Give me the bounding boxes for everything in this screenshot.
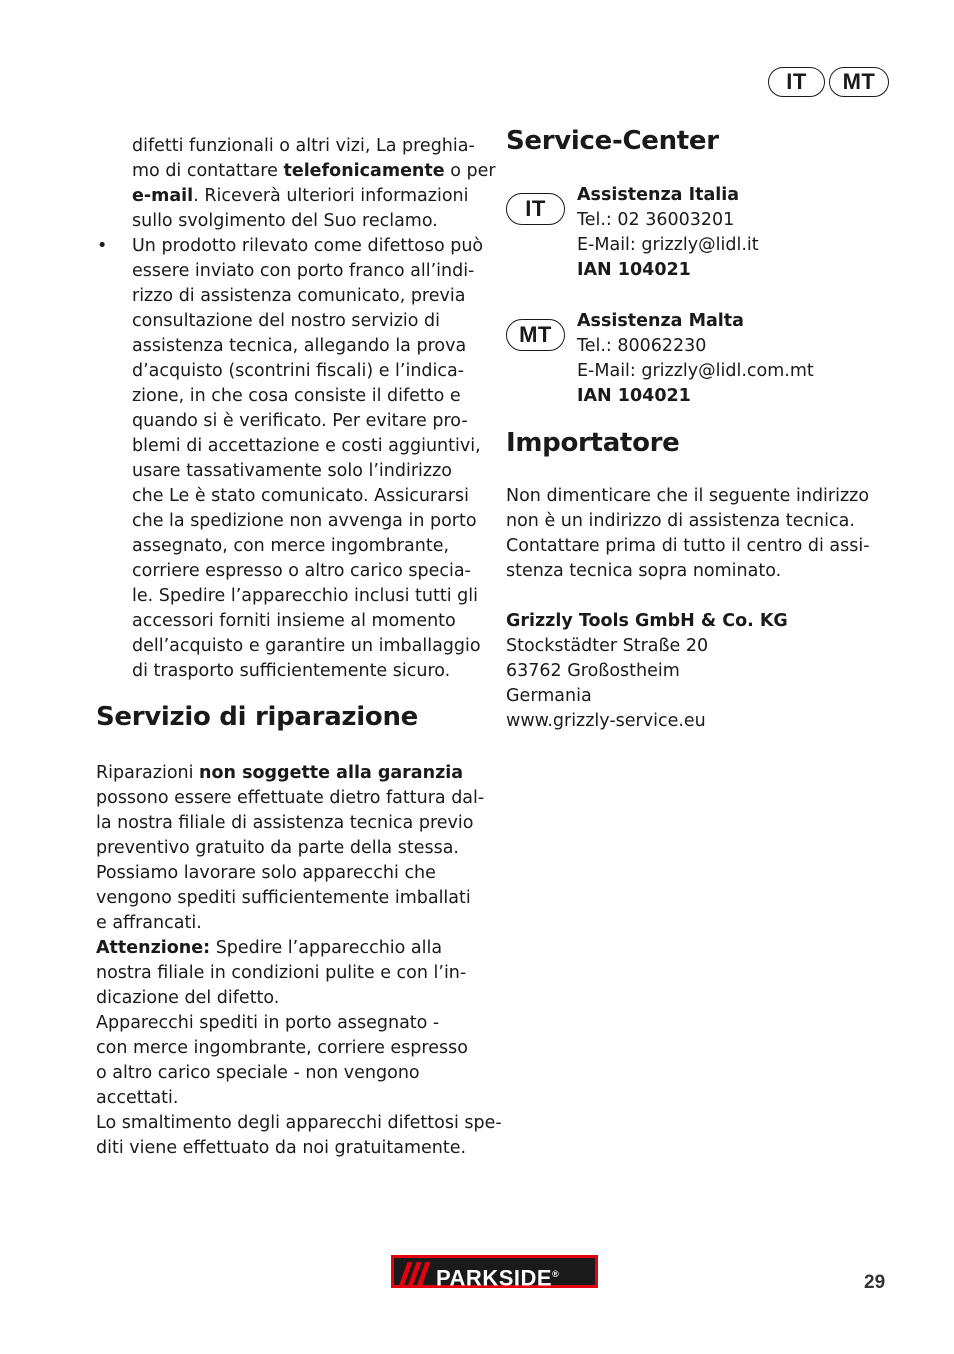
center-italia-tel: Tel.: 02 36003201 xyxy=(577,210,735,230)
text-line: non è un indirizzo di assistenza tecnica. xyxy=(506,511,855,531)
text-line: d’acquisto (scontrini fiscali) e l’indica- xyxy=(132,361,465,381)
text-line: Non dimenticare che il seguente indirizzo xyxy=(506,486,870,506)
text-line: e affrancati. xyxy=(96,913,202,933)
text-line: le. Spedire l’apparecchio inclusi tutti gli xyxy=(132,586,478,606)
address-street: Stockstädter Straße 20 xyxy=(506,636,709,656)
center-malta-email: E-Mail: grizzly@lidl.com.mt xyxy=(577,361,814,381)
text-line: Contattare prima di tutto il centro di assi- xyxy=(506,536,870,556)
text-line: Lo smaltimento degli apparecchi difettosi spe- xyxy=(96,1113,502,1133)
text-line: sullo svolgimento del Suo reclamo. xyxy=(132,211,438,231)
text-line: Attenzione: Spedire l’apparecchio alla xyxy=(96,938,443,958)
text-line: usare tassativamente solo l’indirizzo xyxy=(132,461,452,481)
logo-brand-text: PARKSIDE® xyxy=(436,1265,560,1291)
center-malta-tel: Tel.: 80062230 xyxy=(577,336,707,356)
center-italia-ian: IAN 104021 xyxy=(577,260,691,280)
lang-badge-mt: MT xyxy=(829,67,889,97)
text-line: possono essere effettuate dietro fattura dal- xyxy=(96,788,485,808)
text-line: di trasporto sufficientemente sicuro. xyxy=(132,661,451,681)
text-line: che la spedizione non avvenga in porto xyxy=(132,511,477,531)
text-line: Riparazioni non soggette alla garanzia xyxy=(96,763,464,783)
page-number: 29 xyxy=(864,1272,886,1293)
text-line: consultazione del nostro servizio di xyxy=(132,311,440,331)
text-line: difetti funzionali o altri vizi, La preghia- xyxy=(132,136,475,156)
service-center-heading: Service-Center xyxy=(506,126,719,156)
center-badge-it: IT xyxy=(506,193,565,225)
importer-heading: Importatore xyxy=(506,428,680,458)
center-badge-mt: MT xyxy=(506,319,565,351)
text-line: essere inviato con porto franco all’indi- xyxy=(132,261,475,281)
text-line: rizzo di assistenza comunicato, previa xyxy=(132,286,466,306)
text-line: vengono spediti sufficientemente imballati xyxy=(96,888,471,908)
continued-paragraph xyxy=(132,134,496,234)
text-line: stenza tecnica sopra nominato. xyxy=(506,561,782,581)
address-website: www.grizzly-service.eu xyxy=(506,711,706,731)
text-line: mo di contattare telefonicamente o per xyxy=(132,161,496,181)
center-italia-title: Assistenza Italia xyxy=(577,185,740,205)
text-line: che Le è stato comunicato. Assicurarsi xyxy=(132,486,470,506)
text-line: blemi di accettazione e costi aggiuntivi, xyxy=(132,436,481,456)
text-line: Un prodotto rilevato come difettoso può xyxy=(132,236,484,256)
company-name: Grizzly Tools GmbH & Co. KG xyxy=(506,611,788,631)
center-malta-title: Assistenza Malta xyxy=(577,311,744,331)
text-line: nostra filiale in condizioni pulite e con l’in- xyxy=(96,963,467,983)
text-line: diti viene effettuato da noi gratuitamente. xyxy=(96,1138,467,1158)
center-italia-email: E-Mail: grizzly@lidl.it xyxy=(577,235,759,255)
address-country: Germania xyxy=(506,686,592,706)
text-line: zione, in che cosa consiste il difetto e xyxy=(132,386,461,406)
text-line: e-mail. Riceverà ulteriori informazioni xyxy=(132,186,469,206)
text-line: preventivo gratuito da parte della stessa. xyxy=(96,838,459,858)
center-malta-ian: IAN 104021 xyxy=(577,386,691,406)
center-italia xyxy=(577,183,759,283)
text-line: assistenza tecnica, allegando la prova xyxy=(132,336,467,356)
text-line: accettati. xyxy=(96,1088,179,1108)
text-line: dicazione del difetto. xyxy=(96,988,280,1008)
importer-paragraph xyxy=(506,484,870,584)
text-line: con merce ingombrante, corriere espresso xyxy=(96,1038,468,1058)
bullet-dot: • xyxy=(97,236,108,256)
text-line: accessori forniti insieme al momento xyxy=(132,611,456,631)
center-malta xyxy=(577,309,814,409)
repair-paragraph xyxy=(96,761,502,1161)
text-line: assegnato, con merce ingombrante, xyxy=(132,536,450,556)
text-line: Apparecchi spediti in porto assegnato - xyxy=(96,1013,440,1033)
company-address xyxy=(506,609,788,734)
address-city: 63762 Großostheim xyxy=(506,661,680,681)
lang-badge-it: IT xyxy=(768,67,825,97)
repair-heading: Servizio di riparazione xyxy=(96,702,418,732)
text-line: quando si è verificato. Per evitare pro- xyxy=(132,411,468,431)
text-line: dell’acquisto e garantire un imballaggio xyxy=(132,636,481,656)
text-line: Possiamo lavorare solo apparecchi che xyxy=(96,863,436,883)
bullet-paragraph xyxy=(132,234,483,684)
text-line: la nostra filiale di assistenza tecnica previo xyxy=(96,813,474,833)
parkside-logo xyxy=(391,1255,598,1291)
text-line: corriere espresso o altro carico specia- xyxy=(132,561,471,581)
text-line: o altro carico speciale - non vengono xyxy=(96,1063,420,1083)
